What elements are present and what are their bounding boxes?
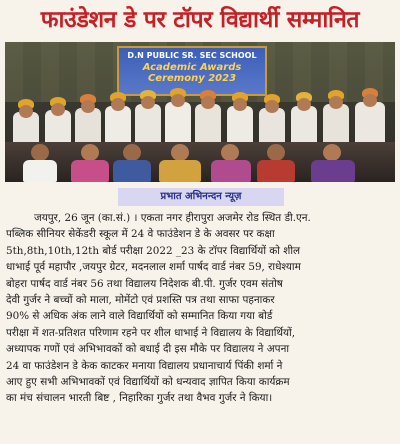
article-line: धाभाई पूर्व महापौर ,जयपुर ग्रेटर, मदनलाल शर्मा पार्षद वार्ड नंबर 59, राधेश्याम xyxy=(6,261,301,274)
group-photo xyxy=(5,42,395,182)
banner-school-name: D.N PUBLIC SR. SEC SCHOOL xyxy=(127,51,257,60)
article-line: का मंच संचालन भारती बिष्ट , निहारिका गुर्जर तथा वैभव गुर्जर ने किया। xyxy=(6,392,273,405)
article-body xyxy=(6,210,394,407)
article-line: अध्यापक गणों एवं अभिभावकों को बधाई दी इस मौके पर विद्यालय ने अपना xyxy=(6,343,290,356)
headline: फाउंडेशन डे पर टॉपर विद्यार्थी सम्मानित xyxy=(40,7,360,33)
article-line: आए हुए सभी अभिभावकों एवं विद्यार्थियों को धन्यवाद ज्ञापित किया कार्यक्रम xyxy=(6,376,290,389)
article-line: देवी गुर्जर ने बच्चों को माला, मोमेंटो एवं प्रशस्ति पत्र तथा साफा पहनाकर xyxy=(6,294,275,307)
article-line: पब्लिक सीनियर सेकेंडरी स्कूल में 24 वे फाउंडेशन डे के अवसर पर कक्षा xyxy=(6,228,275,241)
article-line: बोहरा पार्षद वार्ड नंबर 56 तथा विद्यालय निदेशक बी.पी. गुर्जर एवम संतोष xyxy=(6,277,283,290)
article-line: जयपुर, 26 जून (का.सं.) । एकता नगर हीरापुरा अजमेर रोड स्थित डी.एन. xyxy=(34,212,311,224)
news-source-caption: प्रभात अभिनन्दन न्यूज़ xyxy=(118,188,284,206)
article-line: परीक्षा में शत-प्रतिशत परिणाम रहने पर शील धाभाई ने विद्यालय के विद्यार्थियों, xyxy=(6,326,296,339)
banner-ceremony-title: Academic Awards Ceremony 2023 xyxy=(142,62,242,84)
article-line: 5th,8th,10th,12th बोर्ड परीक्षा 2022 _23 के टॉपर विद्यार्थियों को शील xyxy=(6,244,301,257)
article-line: 90% से अधिक अंक लाने वाले विद्यार्थियों को सम्मानित किया गया बोर्ड xyxy=(6,310,273,323)
article-line: 24 वा फाउंडेशन डे केक काटकर मनाया विद्यालय प्रधानाचार्य पिंकी शर्मा ने xyxy=(6,359,283,372)
school-banner xyxy=(117,46,267,96)
seated-guests xyxy=(5,142,395,182)
